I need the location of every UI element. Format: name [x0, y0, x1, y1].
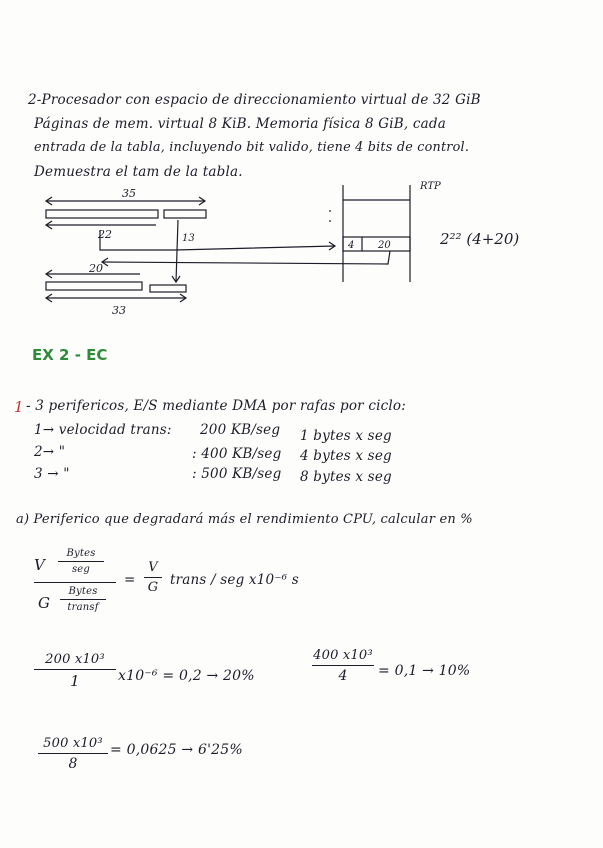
table-size-result: 2²² (4+20): [440, 230, 520, 248]
formula-rhs-den: G: [147, 580, 159, 595]
calc1-rest: x10⁻⁶ = 0,2 → 20%: [118, 668, 255, 684]
cell-frame-bits: 20: [378, 240, 391, 251]
formula-v-unit-den: seg: [71, 564, 91, 575]
formula-main-bar: [34, 582, 116, 583]
problem2-line1: 2-Procesador con espacio de direccionamiento virtual de 32 GiB: [28, 92, 481, 108]
formula-v: V: [34, 556, 46, 574]
formula-rhs-num: V: [148, 560, 158, 575]
offset-down-arrow: [176, 220, 178, 282]
calc1-fraction: [34, 652, 116, 690]
formula-v-unit: [58, 548, 104, 575]
vpn-box: [46, 210, 158, 218]
device-row-1-rate: 200 KB/seg: [200, 422, 281, 438]
calc3-num: 500 x10³: [43, 736, 103, 751]
problem2-line3: entrada de la tabla, incluyendo bit valido, tiene 4 bits de control.: [34, 140, 470, 155]
calc3-den: 8: [68, 756, 78, 772]
formula-v-unit-num: Bytes: [66, 548, 96, 559]
device-row-2-rate: : 400 KB/seg: [192, 446, 282, 462]
label-22: 22: [98, 228, 112, 241]
label-35: 35: [122, 187, 136, 200]
formula-g-unit-den: transf: [67, 602, 99, 613]
formula-equals: =: [124, 572, 136, 588]
problem2-line2: Páginas de mem. virtual 8 KiB. Memoria física 8 GiB, cada: [34, 116, 447, 132]
formula-g: G: [38, 594, 51, 612]
device-row-3-rate: : 500 KB/seg: [192, 466, 282, 482]
calc1-num: 200 x10³: [45, 652, 105, 667]
device-row-2-label: 2→ ": [34, 444, 66, 460]
section-heading: EX 2 - EC: [32, 346, 108, 364]
phys-offset-box: [150, 285, 186, 292]
device-row-1-bytes: 1 bytes x seg: [300, 428, 392, 444]
calc2-num: 400 x10³: [313, 648, 373, 663]
vpn-to-table-line: [100, 230, 335, 250]
calc2-den: 4: [338, 668, 348, 684]
formula-rhs-fraction: [144, 560, 162, 595]
table-to-physical-line: [102, 251, 390, 264]
formula-rhs-tail: trans / seg x10⁻⁶ s: [170, 572, 299, 588]
formula-g-unit: [60, 586, 106, 613]
ppn-box: [46, 282, 142, 290]
calc1-den: 1: [70, 672, 80, 690]
calc3-rest: = 0,0625 → 6'25%: [110, 742, 243, 758]
device-row-3-bytes: 8 bytes x seg: [300, 469, 392, 485]
problem2-line4: Demuestra el tam de la tabla.: [34, 164, 243, 180]
device-row-3-label: 3 → ": [34, 466, 70, 482]
question-a: a) Periferico que degradará más el rendimiento CPU, calcular en %: [16, 512, 473, 527]
offset-box: [164, 210, 206, 218]
calc2-fraction: [312, 648, 374, 684]
label-33: 33: [112, 304, 126, 317]
calc2-rest: = 0,1 → 10%: [378, 663, 471, 679]
problem1-number: [14, 398, 24, 416]
label-13: 13: [182, 233, 195, 244]
formula-g-unit-num: Bytes: [68, 586, 98, 597]
problem1-number-value: 1: [14, 398, 24, 416]
cell-control-bits: 4: [348, 240, 355, 251]
device-row-2-bytes: 4 bytes x seg: [300, 448, 392, 464]
label-20: 20: [89, 262, 103, 275]
label-rtp: RTP: [420, 181, 441, 192]
calc3-fraction: [38, 736, 108, 772]
address-translation-diagram: [0, 0, 603, 340]
problem1-intro: - 3 perifericos, E/S mediante DMA por rafas por ciclo:: [26, 398, 406, 414]
device-row-1-label: 1→ velocidad trans:: [34, 422, 172, 438]
